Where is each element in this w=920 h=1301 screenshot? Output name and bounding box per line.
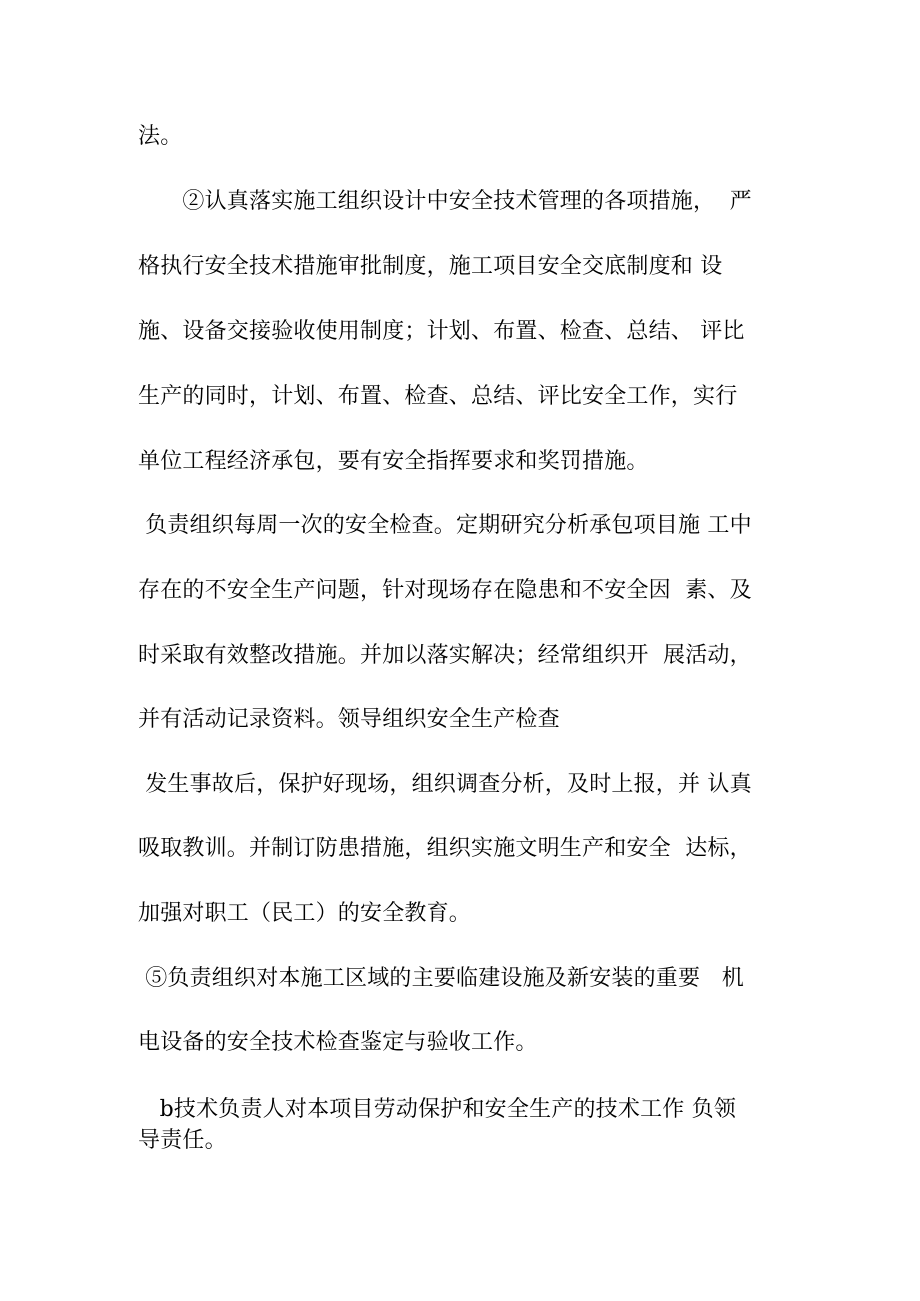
text-line: 存在的不安全生产问题，针对现场存在隐患和不安全因 素、及 [138, 578, 752, 603]
text-line: ⑤负责组织对本施工区域的主要临建设施及新安装的重要 机 [138, 966, 744, 991]
text-line: 导责任。 [138, 1128, 227, 1153]
text-line: ②认真落实施工组织设计中安全技术管理的各项措施， 严 [138, 189, 752, 214]
text-line: 格执行安全技术措施审批制度，施工项目安全交底制度和 设 [138, 254, 723, 279]
text-line: 吸取教训。并制订防患措施，组织实施文明生产和安全 达标， [138, 836, 752, 861]
text-line: 加强对职工（民工）的安全教育。 [138, 901, 472, 926]
text-line: 法。 [138, 124, 183, 149]
text-line: 并有活动记录资料。领导组织安全生产检查 [138, 707, 560, 732]
text-line: 生产的同时，计划、布置、检查、总结、评比安全工作，实行 [138, 384, 738, 409]
text-line: b技术负责人对本项目劳动保护和安全生产的技术工作 负领 [138, 1097, 737, 1122]
text-line: 电设备的安全技术检查鉴定与验收工作。 [138, 1030, 538, 1055]
text-line: 施、设备交接验收使用制度；计划、布置、检查、总结、 评比 [138, 319, 745, 344]
text-line: 时采取有效整改措施。并加以落实解决；经常组织开 展活动， [138, 643, 752, 668]
text-line: 单位工程经济承包，要有安全指挥要求和奖罚措施。 [138, 449, 649, 474]
text-line: 负责组织每周一次的安全检查。定期研究分析承包项目施 工中 [138, 513, 752, 538]
text-line: 发生事故后，保护好现场，组织调查分析，及时上报，并 认真 [138, 772, 752, 797]
